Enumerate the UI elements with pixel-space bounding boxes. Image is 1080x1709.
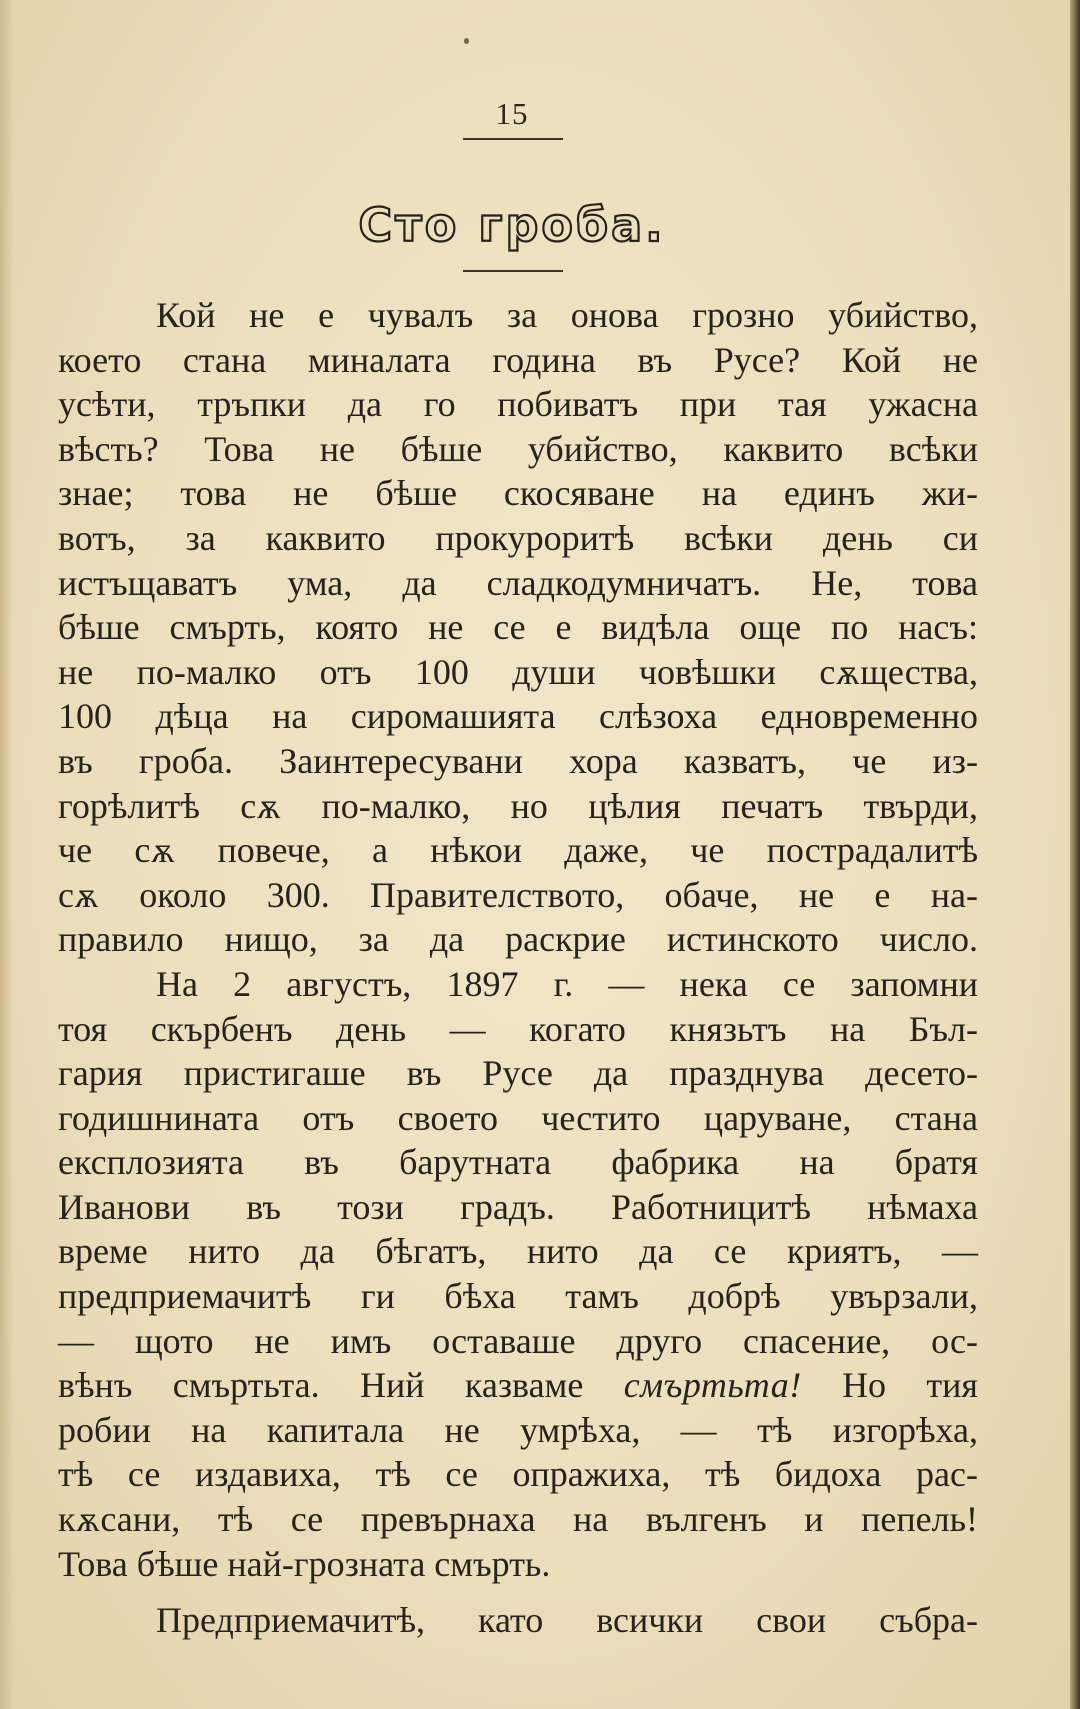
title-rule <box>463 270 563 272</box>
text-line: правило нищо, за да раскрие истинското число. <box>58 919 978 960</box>
text-line: тоя скърбенъ день — когато князьтъ на Бъл- <box>58 1008 978 1049</box>
text-line: сѫ около 300. Правителството, обаче, не е на- <box>58 874 978 915</box>
page-number: 15 <box>495 96 529 131</box>
page-number-rule <box>463 138 563 140</box>
text-line: бѣше смърть, която не се е видѣла още по насъ: <box>58 607 978 648</box>
text-line: което стана миналата година въ Русе? Кой не <box>58 339 978 380</box>
text-line: истъщаватъ ума, да сладкодумничатъ. Не, това <box>58 562 978 603</box>
text-line: Предприемачитѣ, като всички свои събра- <box>156 1600 978 1641</box>
text-line: въ гроба. Заинтересувани хора казватъ, че из- <box>58 740 978 781</box>
page-edge-right <box>1070 0 1080 1709</box>
body-text <box>58 293 978 1643</box>
text-line: — щото не имъ оставаше друго спасение, ос- <box>58 1320 978 1361</box>
text-line-with-emphasis <box>58 1363 978 1408</box>
line-end: Но тия <box>842 1365 978 1406</box>
emphasized-word: смъртьта! <box>623 1365 802 1406</box>
text-line: горѣлитѣ сѫ по-малко, но цѣлия печатъ твърди, <box>58 785 978 826</box>
text-line: гария пристигаше въ Русе да празднува десето- <box>58 1053 978 1094</box>
text-line: усѣти, тръпки да го побиватъ при тая ужасна <box>58 384 978 425</box>
text-line: предприемачитѣ ги бѣха тамъ добрѣ увързали, <box>58 1276 978 1317</box>
text-line: робии на капитала не умрѣха, — тѣ изгорѣха, <box>58 1409 978 1450</box>
text-line: годишнината отъ своето честито царуване, стана <box>58 1097 978 1138</box>
ink-speck <box>464 38 469 44</box>
text-line: Иванови въ този градъ. Работницитѣ нѣмаха <box>58 1186 978 1227</box>
text-line: вѣсть? Това не бѣше убийство, каквито всѣки <box>58 428 978 469</box>
text-line: 100 дѣца на сиромашията слѣзоха едновременно <box>58 696 978 737</box>
text-line: кѫсани, тѣ се превърнаха на вългенъ и пепель! <box>58 1499 978 1540</box>
page-edge-left <box>0 0 14 1709</box>
text-line: тѣ се издавиха, тѣ се опражиха, тѣ бидоха рас- <box>58 1454 978 1495</box>
line-start: вѣнъ смъртьта. Ний казваме <box>58 1365 584 1406</box>
text-line: че сѫ повече, а нѣкои даже, че пострадалитѣ <box>58 830 978 871</box>
text-line: Кой не е чувалъ за онова грозно убийство, <box>156 295 978 335</box>
chapter-title: Сто гроба. <box>358 198 666 252</box>
text-line: Това бѣше най-грозната смърть. <box>58 1543 551 1584</box>
text-line: знае; това не бѣше скосяване на единъ жи- <box>58 473 978 514</box>
text-line: време нито да бѣгатъ, нито да се криятъ, — <box>58 1231 978 1272</box>
text-line: На 2 августъ, 1897 г. — нека се запомни <box>156 963 978 1004</box>
text-line: експлозията въ барутната фабрика на братя <box>58 1142 978 1183</box>
text-line: вотъ, за каквито прокуроритѣ всѣки день си <box>58 517 978 558</box>
text-line: не по-малко отъ 100 души човѣшки сѫщества, <box>58 651 978 692</box>
